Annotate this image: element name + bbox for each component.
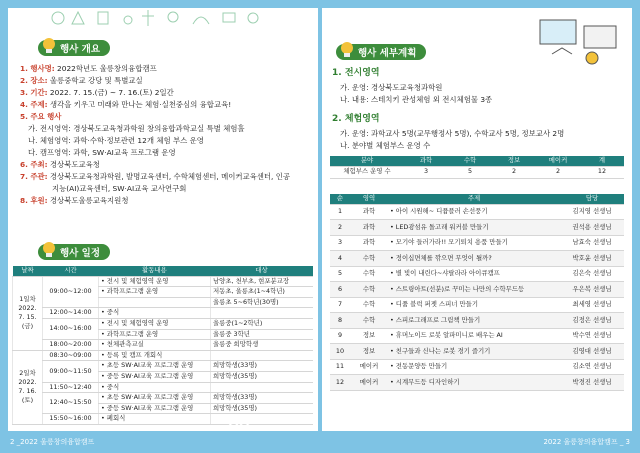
item-label: 후원:	[30, 196, 48, 205]
program-topic: • 휴머노이드 로봇 알파미니로 배우는 AI	[388, 328, 560, 344]
program-teacher: 우은복 선생님	[560, 282, 624, 298]
program-area: 수학	[350, 282, 388, 298]
program-col-no: 순	[330, 194, 350, 204]
booth-cell: 2	[492, 166, 536, 178]
line-text: 운영: 과학교사 5명(교무행정사 5명), 수학교사 5명, 정보교사 2명	[351, 129, 565, 138]
schedule-activity: • 과학프로그램 운영	[99, 287, 211, 298]
schedule-row	[13, 393, 313, 404]
line-text: 분야별 체험부스 운영 수	[351, 141, 431, 150]
experience-title	[332, 114, 380, 125]
exhibit-title-text: 1. 전시영역	[332, 68, 380, 78]
item-value: 생각을 키우고 미래와 만나는 체험·실천중심의 융합교육!	[49, 100, 232, 109]
program-teacher: 박호윤 선생님	[560, 251, 624, 267]
schedule-activity: • 과학프로그램 운영	[99, 329, 211, 340]
schedule-target: 저동초, 울릉초(1~4학년)	[211, 287, 313, 298]
line-mark: 나.	[340, 141, 350, 150]
experience-line-na	[340, 140, 430, 151]
schedule-target: 울릉초 5~6학년(30명)	[211, 297, 313, 308]
schedule-target: 희망학생(35명)	[211, 403, 313, 414]
line-mark: 가.	[340, 83, 350, 92]
program-row	[330, 297, 624, 313]
item-num: 7.	[20, 172, 28, 181]
booth-cell: 3	[404, 166, 448, 178]
program-no: 7	[330, 297, 350, 313]
sub-mark: 다.	[28, 148, 38, 157]
schedule-target: 울릉중(1~2학년)	[211, 318, 313, 329]
program-row	[330, 328, 624, 344]
program-topic: • 스피로그래프로 그림책 만들기	[388, 313, 560, 329]
schedule-row	[13, 308, 313, 319]
item-label: 주관:	[30, 172, 48, 181]
booth-col: 계	[580, 156, 624, 166]
schedule-activity	[99, 297, 211, 308]
schedule-target	[211, 350, 313, 361]
schedule-time: 12:00~14:00	[43, 308, 99, 319]
program-no: 5	[330, 266, 350, 282]
item-value: 경상북도교육청	[49, 160, 100, 169]
schedule-activity: • 중식	[99, 382, 211, 393]
booth-cell: 2	[536, 166, 580, 178]
program-row	[330, 235, 624, 251]
lightbulb-icon	[41, 241, 57, 259]
program-col-area: 영역	[350, 194, 388, 204]
program-no: 1	[330, 204, 350, 220]
item-label: 주요 행사	[30, 112, 62, 121]
schedule-row	[13, 318, 313, 329]
schedule-heading-label: 행사 일정	[60, 248, 101, 259]
schedule-row	[13, 361, 313, 372]
program-teacher: 김소연 선생님	[560, 359, 624, 375]
item-num: 8.	[20, 196, 28, 205]
program-row	[330, 313, 624, 329]
booth-table	[330, 156, 624, 179]
program-teacher: 최세영 선생님	[560, 297, 624, 313]
schedule-row	[13, 350, 313, 361]
program-area: 과학	[350, 220, 388, 236]
schedule-activity: • 폐회식	[99, 414, 211, 425]
program-teacher: 박수연 선생님	[560, 328, 624, 344]
schedule-target: 희망학생(33명)	[211, 393, 313, 404]
program-area: 수학	[350, 266, 388, 282]
program-area: 과학	[350, 204, 388, 220]
schedule-time: 09:00~12:00	[43, 276, 99, 308]
sub-item-da	[28, 147, 176, 158]
schedule-row	[13, 382, 313, 393]
booth-cell: 12	[580, 166, 624, 178]
booth-col: 메이커	[536, 156, 580, 166]
program-no: 4	[330, 251, 350, 267]
sub-text: 캠프영역: 과학, SW·AI교육 프로그램 운영	[39, 148, 176, 157]
schedule-activity: • 초등 SW·AI교육 프로그램 운영	[99, 393, 211, 404]
details-heading-label: 행사 세부계획	[358, 48, 417, 59]
program-row	[330, 359, 624, 375]
program-no: 8	[330, 313, 350, 329]
schedule-time: 18:00~20:00	[43, 340, 99, 351]
schedule-target	[211, 382, 313, 393]
booth-cell: 체험부스 운영 수	[330, 166, 404, 178]
lightbulb-icon	[41, 37, 57, 55]
schedule-time: 08:30~09:00	[43, 350, 99, 361]
col-time: 시간	[43, 266, 99, 276]
schedule-time: 15:50~16:00	[43, 414, 99, 425]
overview-item-7	[20, 171, 290, 182]
program-row	[330, 282, 624, 298]
program-teacher: 김영대 선생님	[560, 344, 624, 360]
right-page	[322, 8, 632, 431]
schedule-date: 1일차 2022. 7. 15. (금)	[13, 276, 43, 350]
item-label: 행사명:	[30, 64, 55, 73]
program-topic: • 친구들과 신나는 로봇 경기 즐기기	[388, 344, 560, 360]
program-no: 12	[330, 375, 350, 391]
item-value: 2022학년도 울릉창의융합캠프	[57, 64, 157, 73]
overview-item-8	[20, 195, 128, 206]
program-area: 과학	[350, 235, 388, 251]
col-date: 날짜	[13, 266, 43, 276]
item-label: 장소:	[30, 76, 48, 85]
footer-right: 2022 울릉창의융합캠프 _ 3	[543, 438, 630, 446]
booth-cell: 5	[448, 166, 492, 178]
program-area: 메이커	[350, 359, 388, 375]
experience-title-text: 2. 체험영역	[332, 114, 380, 124]
program-no: 3	[330, 235, 350, 251]
schedule-target: 희망학생(33명)	[211, 361, 313, 372]
item-value: 경상북도교육청과학원, 발명교육센터, 수학체험센터, 메이커교육센터, 인공	[49, 172, 291, 181]
schedule-time: 12:40~15:50	[43, 393, 99, 414]
science-sketch-icon	[38, 8, 268, 30]
details-heading	[336, 44, 426, 60]
program-row	[330, 251, 624, 267]
item-label: 기간:	[30, 88, 48, 97]
overview-item-4	[20, 99, 231, 110]
item-value: 지능(AI)교육센터, SW·AI교육 교사연구회	[52, 184, 187, 193]
schedule-time: 09:00~11:50	[43, 361, 99, 382]
footer-left: 2 _2022 울릉창의융합캠프	[10, 438, 95, 446]
schedule-target: 남양초, 천부초, 현포분교장	[211, 276, 313, 287]
exhibit-title	[332, 68, 380, 79]
program-topic: • LED광섬유 돌고래 워커블 만들기	[388, 220, 560, 236]
schedule-activity: • 초등 SW·AI교육 프로그램 운영	[99, 361, 211, 372]
schedule-row	[13, 414, 313, 425]
left-page	[8, 8, 318, 431]
program-area: 정보	[350, 328, 388, 344]
schedule-row	[13, 340, 313, 351]
schedule-activity: • 중식	[99, 308, 211, 319]
program-no: 11	[330, 359, 350, 375]
item-num: 6.	[20, 160, 28, 169]
item-num: 5.	[20, 112, 28, 121]
overview-item-3	[20, 87, 174, 98]
program-area: 수학	[350, 297, 388, 313]
program-no: 10	[330, 344, 350, 360]
program-no: 6	[330, 282, 350, 298]
schedule-activity: • 중등 SW·AI교육 프로그램 운영	[99, 371, 211, 382]
schedule-activity: • 전시 및 체험영역 운영	[99, 318, 211, 329]
program-table	[330, 194, 624, 391]
line-text: 내용: 스테치키 관성체험 외 전시체험물 3종	[351, 95, 493, 104]
program-topic: • 스트링아트(선분)로 꾸미는 나만의 수학무드등	[388, 282, 560, 298]
program-row	[330, 375, 624, 391]
sub-item-na	[28, 135, 204, 146]
experience-line-ga	[340, 128, 564, 139]
program-row	[330, 344, 624, 360]
overview-item-1	[20, 63, 157, 74]
schedule-target	[211, 308, 313, 319]
item-label: 주최:	[30, 160, 48, 169]
overview-item-7-cont	[52, 183, 186, 194]
col-target: 대상	[211, 266, 313, 276]
program-teacher: 남효숙 선생님	[560, 235, 624, 251]
program-topic: • 시계무드등 디자인하기	[388, 375, 560, 391]
program-topic: • 전동문양등 만들기	[388, 359, 560, 375]
schedule-activity: • 천체관측교실	[99, 340, 211, 351]
sub-item-ga	[28, 123, 245, 134]
sub-text: 체험영역: 과학·수학·정보관련 12개 체험 부스 운영	[39, 136, 204, 145]
line-mark: 나.	[340, 95, 350, 104]
program-teacher: 김지영 선생님	[560, 204, 624, 220]
item-num: 3.	[20, 88, 28, 97]
program-no: 9	[330, 328, 350, 344]
schedule-table	[12, 266, 313, 425]
seagull-icon	[226, 419, 252, 431]
program-topic: • 모기야 들러가라!! 모기퇴치 용품 만들기	[388, 235, 560, 251]
item-value: 경상북도울릉교육지원청	[49, 196, 129, 205]
program-col-topic: 주제	[388, 194, 560, 204]
booth-col: 수학	[448, 156, 492, 166]
program-teacher: 권석용 선생님	[560, 220, 624, 236]
overview-item-2	[20, 75, 143, 86]
schedule-time: 14:00~16:00	[43, 318, 99, 339]
program-row	[330, 204, 624, 220]
computer-sketch-icon	[532, 10, 628, 70]
program-topic: • 별 빛이 내린다~샤랄라라 아이큐캠프	[388, 266, 560, 282]
sub-mark: 가.	[28, 124, 38, 133]
overview-item-5	[20, 111, 61, 122]
schedule-heading	[38, 244, 110, 260]
booth-col: 정보	[492, 156, 536, 166]
schedule-target: 울릉중 희망학생	[211, 340, 313, 351]
program-topic: • 디퓸 블럭 퍼젯 스피너 만들기	[388, 297, 560, 313]
schedule-target: 희망학생(35명)	[211, 371, 313, 382]
col-activity: 활동내용	[99, 266, 211, 276]
schedule-date: 2일차 2022. 7. 16. (토)	[13, 350, 43, 424]
program-area: 정보	[350, 344, 388, 360]
schedule-activity: • 중등 SW·AI교육 프로그램 운영	[99, 403, 211, 414]
program-area: 수학	[350, 313, 388, 329]
exhibit-line-na	[340, 94, 492, 105]
overview-heading-label: 행사 개요	[60, 44, 101, 55]
program-teacher: 박경진 선생님	[560, 375, 624, 391]
line-text: 운영: 경상북도교육청과학원	[351, 83, 443, 92]
schedule-row	[13, 276, 313, 287]
item-num: 1.	[20, 64, 28, 73]
overview-heading	[38, 40, 110, 56]
item-num: 4.	[20, 100, 28, 109]
booth-col: 분야	[330, 156, 404, 166]
schedule-activity: • 등록 및 캠프 개회식	[99, 350, 211, 361]
item-label: 주제:	[30, 100, 48, 109]
exhibit-line-ga	[340, 82, 442, 93]
sub-text: 전시영역: 경상북도교육청과학원 창의융합과학교실 특별 체험홀	[39, 124, 245, 133]
lightbulb-icon	[339, 41, 355, 59]
program-area: 수학	[350, 251, 388, 267]
schedule-time: 11:50~12:40	[43, 382, 99, 393]
item-num: 2.	[20, 76, 28, 85]
program-topic: • 정이십면체를 깎으면 무엇이 될까?	[388, 251, 560, 267]
item-value: 2022. 7. 15.(금) ~ 7. 16.(토) 2일간	[49, 88, 174, 97]
program-row	[330, 220, 624, 236]
overview-item-6	[20, 159, 100, 170]
program-no: 2	[330, 220, 350, 236]
schedule-activity: • 전시 및 체험영역 운영	[99, 276, 211, 287]
sub-mark: 나.	[28, 136, 38, 145]
schedule-target: 울릉중 3학년	[211, 329, 313, 340]
program-col-teacher: 담당	[560, 194, 624, 204]
booth-col: 과학	[404, 156, 448, 166]
program-teacher: 김정은 선생님	[560, 313, 624, 329]
item-value: 울릉중학교 강당 및 특별교실	[49, 76, 143, 85]
program-teacher: 김은숙 선생님	[560, 266, 624, 282]
program-area: 메이커	[350, 375, 388, 391]
program-row	[330, 266, 624, 282]
line-mark: 가.	[340, 129, 350, 138]
program-topic: • 아이 시원해~ 디퓸플러 손선풍기	[388, 204, 560, 220]
